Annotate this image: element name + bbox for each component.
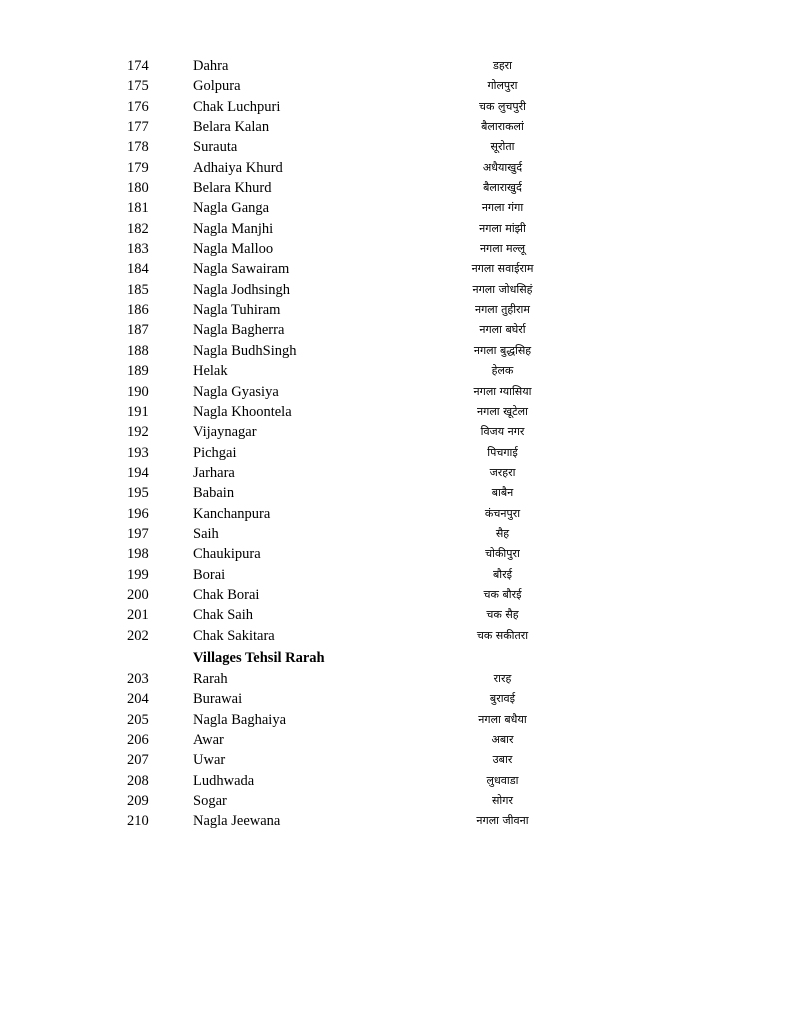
village-name-hindi: उबार	[492, 753, 513, 767]
village-name-hindi: नगला मल्लू	[479, 242, 526, 256]
village-name-english: Dahra	[193, 58, 229, 74]
village-name-english: Uwar	[193, 752, 226, 769]
village-name-english: Babain	[193, 485, 235, 502]
village-row	[0, 382, 791, 402]
village-name-hindi: रारह	[493, 671, 512, 685]
serial-number: 209	[127, 793, 149, 810]
village-name-hindi: अबार	[491, 733, 514, 746]
serial-number: 206	[127, 732, 149, 748]
serial-number: 184	[127, 261, 149, 278]
village-name-english: Chak Luchpuri	[193, 98, 281, 115]
village-row	[0, 565, 791, 585]
serial-number: 196	[127, 505, 149, 522]
village-name-english: Belara Kalan	[193, 119, 270, 136]
village-name-hindi: नगला सवाईराम	[471, 262, 534, 276]
village-name-hindi: अधैयाखुर्द	[482, 160, 523, 174]
village-row	[0, 524, 791, 544]
village-name-english: Nagla Bagherra	[193, 322, 285, 339]
village-row	[0, 483, 791, 503]
serial-number: 208	[127, 772, 149, 789]
serial-number: 198	[127, 546, 149, 563]
serial-number: 178	[127, 139, 149, 156]
village-row	[0, 730, 791, 750]
serial-number: 192	[127, 424, 149, 441]
serial-number: 175	[127, 78, 149, 95]
serial-number: 180	[127, 180, 149, 197]
village-name-hindi: डहरा	[492, 59, 513, 72]
serial-number: 177	[127, 119, 149, 136]
village-row	[0, 117, 791, 137]
village-row	[0, 669, 791, 689]
village-row	[0, 137, 791, 157]
village-name-english: Sogar	[193, 793, 227, 810]
village-name-hindi: जरहरा	[489, 465, 516, 479]
village-row	[0, 198, 791, 218]
village-row	[0, 341, 791, 361]
village-name-english: Nagla Manjhi	[193, 220, 274, 237]
serial-number: 203	[127, 670, 149, 687]
village-row	[0, 361, 791, 381]
village-name-english: Pichgai	[193, 444, 237, 461]
serial-number: 194	[127, 464, 149, 481]
serial-number: 197	[127, 525, 149, 542]
village-name-english: Helak	[193, 363, 228, 380]
village-name-hindi: नगला बुद्धसिह	[473, 343, 532, 357]
village-name-hindi: नगला खूटेला	[477, 404, 528, 418]
village-name-hindi: पिचगाई	[487, 445, 518, 459]
village-name-english: Kanchanpura	[193, 505, 271, 522]
serial-number: 174	[127, 58, 149, 74]
village-name-hindi: सूरोता	[490, 140, 515, 154]
village-name-english: Rarah	[193, 670, 228, 687]
serial-number: 183	[127, 241, 149, 258]
village-name-hindi: गोलपुरा	[487, 79, 518, 93]
village-name-english: Jarhara	[193, 464, 235, 481]
village-name-english: Nagla Jeewana	[193, 813, 281, 830]
village-name-hindi: बुरावई	[489, 692, 516, 706]
village-row	[0, 97, 791, 117]
village-name-hindi: चक बौरई	[483, 587, 522, 601]
village-row	[0, 320, 791, 340]
village-row	[0, 504, 791, 524]
village-row	[0, 178, 791, 198]
village-row	[0, 443, 791, 463]
village-name-hindi: हेलक	[491, 364, 514, 378]
village-name-hindi: चक सकीतरा	[476, 628, 529, 642]
serial-number: 186	[127, 302, 149, 319]
village-name-english: Chaukipura	[193, 546, 261, 563]
village-row	[0, 422, 791, 442]
village-name-english: Belara Khurd	[193, 180, 272, 197]
village-name-english: Nagla Jodhsingh	[193, 281, 291, 298]
village-row	[0, 626, 791, 646]
village-name-english: Nagla Gyasiya	[193, 383, 279, 400]
village-name-english: Nagla BudhSingh	[193, 342, 297, 359]
village-row	[0, 791, 791, 811]
serial-number: 179	[127, 159, 149, 176]
village-name-hindi: सैह	[495, 526, 510, 540]
village-name-hindi: चक सैह	[486, 608, 519, 622]
village-name-hindi: नगला तुहीराम	[475, 303, 530, 317]
village-name-english: Surauta	[193, 139, 238, 156]
serial-number: 189	[127, 363, 149, 380]
village-name-english: Nagla Ganga	[193, 200, 270, 217]
village-name-hindi: बाबैन	[491, 486, 514, 500]
village-row	[0, 605, 791, 625]
village-row	[0, 402, 791, 422]
serial-number: 205	[127, 711, 149, 728]
village-name-hindi: कंचनपुरा	[484, 506, 521, 520]
village-row	[0, 219, 791, 239]
village-name-english: Borai	[193, 566, 226, 583]
village-name-english: Awar	[193, 732, 224, 748]
village-row	[0, 56, 791, 76]
serial-number: 185	[127, 281, 149, 298]
village-row	[0, 710, 791, 730]
village-name-hindi: सोगर	[492, 794, 513, 808]
village-name-hindi: नगला बघेर्रा	[479, 323, 526, 337]
serial-number: 195	[127, 485, 149, 502]
serial-number: 202	[127, 627, 149, 644]
village-name-english: Adhaiya Khurd	[193, 159, 283, 176]
village-name-english: Chak Borai	[193, 586, 260, 603]
village-name-english: Golpura	[193, 78, 241, 95]
serial-number: 181	[127, 200, 149, 217]
village-name-hindi: लुधवाडा	[486, 773, 519, 787]
serial-number: 207	[127, 752, 149, 769]
village-row	[0, 750, 791, 770]
village-name-english: Burawai	[193, 691, 243, 708]
village-name-hindi: बैलाराकलां	[481, 120, 524, 134]
village-name-english: Nagla Baghaiya	[193, 711, 287, 728]
serial-number: 188	[127, 342, 149, 359]
village-name-hindi: नगला गंगा	[481, 201, 524, 215]
serial-number: 200	[127, 586, 149, 603]
village-name-hindi: चोकीपुरा	[485, 547, 520, 561]
village-name-english: Chak Sakitara	[193, 627, 275, 644]
village-name-hindi: बैलाराखुर्द	[483, 181, 522, 195]
serial-number: 187	[127, 322, 149, 339]
village-name-hindi: नगला मांझी	[479, 221, 526, 235]
village-row	[0, 811, 791, 831]
village-name-english: Vijaynagar	[193, 424, 257, 441]
village-row	[0, 463, 791, 483]
village-name-hindi: बौरई	[492, 567, 513, 581]
serial-number: 199	[127, 566, 149, 583]
village-name-english: Nagla Khoontela	[193, 403, 292, 420]
village-name-english: Nagla Tuhiram	[193, 302, 281, 319]
village-row	[0, 76, 791, 96]
village-row	[0, 158, 791, 178]
village-row	[0, 239, 791, 259]
serial-number: 193	[127, 444, 149, 461]
village-list	[0, 56, 791, 832]
village-row	[0, 259, 791, 279]
village-name-hindi: नगला जोधसिहं	[472, 282, 533, 296]
village-name-hindi: नगला बधैया	[478, 712, 527, 726]
village-name-english: Chak Saih	[193, 607, 254, 624]
village-row	[0, 280, 791, 300]
village-name-english: Ludhwada	[193, 772, 255, 789]
village-name-english: Nagla Sawairam	[193, 261, 290, 278]
serial-number: 191	[127, 403, 149, 420]
village-row	[0, 544, 791, 564]
village-name-hindi: नगला जीवना	[476, 814, 529, 828]
section-heading: Villages Tehsil Rarah	[193, 649, 325, 666]
serial-number: 210	[127, 813, 149, 830]
serial-number: 201	[127, 607, 149, 624]
village-name-hindi: विजय नगर	[480, 425, 525, 439]
serial-number: 176	[127, 98, 149, 115]
serial-number: 190	[127, 383, 149, 400]
village-name-english: Saih	[193, 525, 219, 542]
village-row	[0, 771, 791, 791]
village-name-hindi: नगला ग्यासिया	[473, 384, 532, 398]
village-row	[0, 689, 791, 709]
village-row	[0, 585, 791, 605]
serial-number: 204	[127, 691, 149, 708]
section-heading-row	[0, 646, 791, 669]
serial-number: 182	[127, 220, 149, 237]
village-row	[0, 300, 791, 320]
village-name-hindi: चक लुचपुरी	[479, 99, 526, 113]
village-name-english: Nagla Malloo	[193, 241, 274, 258]
